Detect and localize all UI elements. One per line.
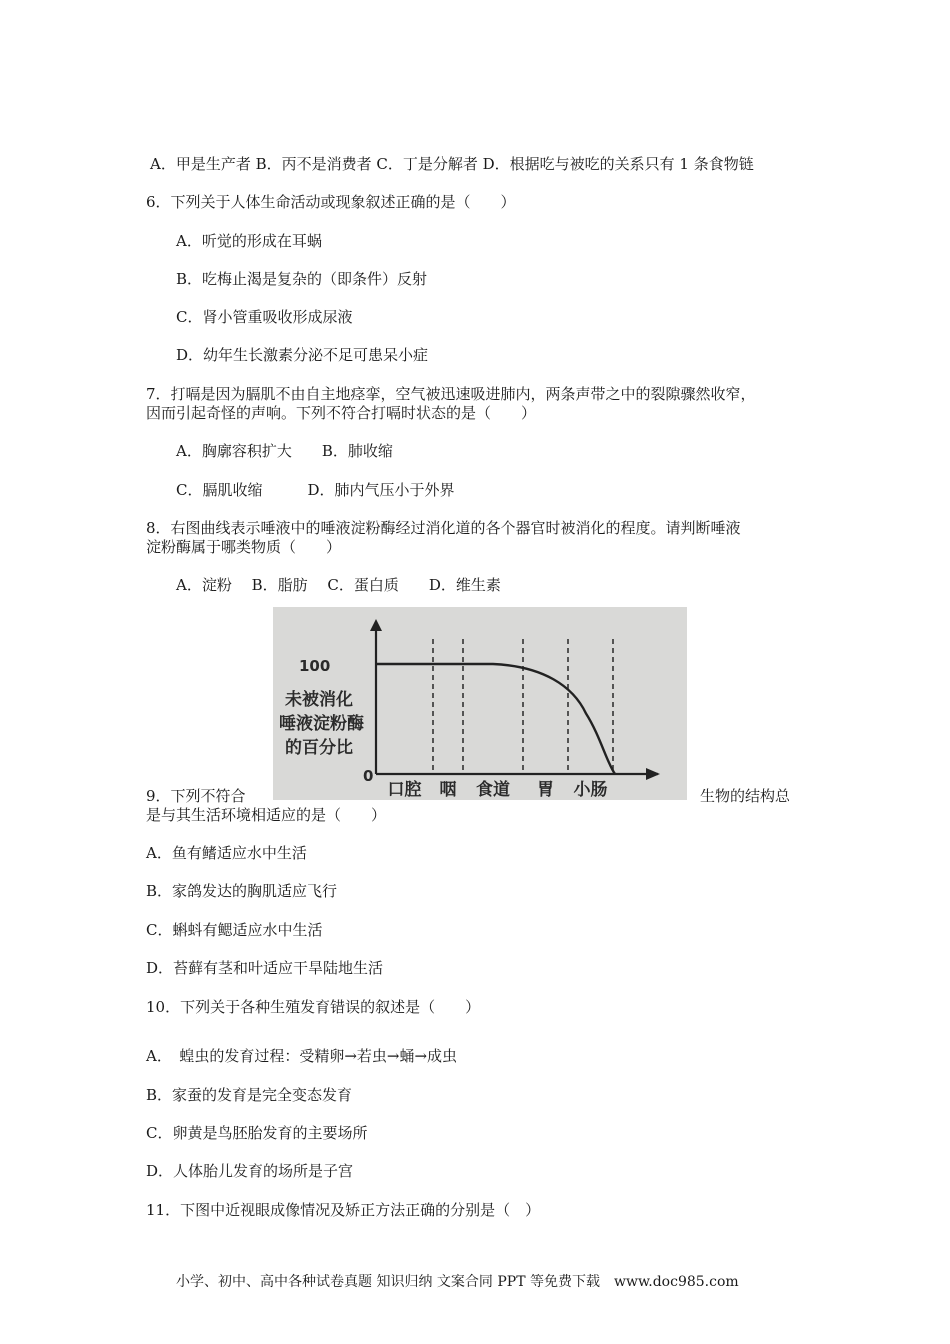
y-label-line2: 唾液淀粉酶 [279,714,364,734]
question-6-stem: 6．下列关于人体生命活动或现象叙述正确的是（ ） [146,193,516,211]
chart-axes [370,619,660,780]
question-9-option-a: A．鱼有鳍适应水中生活 [146,844,307,862]
y-axis-arrow [370,619,382,631]
question-5-options: A．甲是生产者 B．丙不是消费者 C．丁是分解者 D．根据吃与被吃的关系只有 1 条食物链 [150,155,754,173]
digestion-chart-svg [273,607,687,800]
digestion-chart [273,607,687,800]
chart-series [376,664,615,774]
question-8-options: A．淀粉 B．脂肪 C．蛋白质 D．维生素 [176,576,501,594]
question-11-stem: 11．下图中近视眼成像情况及矫正方法正确的分别是（ ） [146,1201,541,1219]
question-9-stem-start: 9．下列不符合 [146,787,246,805]
x-tick-2: 咽 [439,780,457,800]
x-tick-5: 小肠 [573,780,608,800]
x-axis-arrow [646,768,660,780]
question-10-option-a: A． 蝗虫的发育过程：受精卵→若虫→蛹→成虫 [146,1047,458,1065]
y-label-line1: 未被消化 [285,690,353,710]
question-7-options-row2: C．膈肌收缩 D．肺内气压小于外界 [176,481,455,499]
chart-xlabels [388,779,608,800]
question-9-option-d: D．苔藓有茎和叶适应干旱陆地生活 [146,959,384,977]
y-tick-100: 100 [299,657,331,675]
question-10-option-c: C．卵黄是鸟胚胎发育的主要场所 [146,1124,368,1142]
footer-text: 小学、初中、高中各种试卷真题 知识归纳 文案合同 PPT 等免费下载 www.doc985.com [176,1274,739,1290]
series-curve [376,664,615,774]
question-6-option-a: A．听觉的形成在耳蜗 [176,232,322,250]
question-8-stem-line1: 8．右图曲线表示唾液中的唾液淀粉酶经过消化道的各个器官时被消化的程度。请判断唾液 [146,519,741,537]
question-7-options-row1: A．胸廓容积扩大 B．肺收缩 [176,442,393,460]
question-9-stem-line2: 是与其生活环境相适应的是（ ） [146,806,387,824]
question-9-option-b: B．家鸽发达的胸肌适应飞行 [146,882,338,900]
question-10-stem: 10．下列关于各种生殖发育错误的叙述是（ ） [146,998,481,1016]
x-tick-1: 口腔 [387,780,422,800]
question-6-option-c: C．肾小管重吸收形成尿液 [176,308,353,326]
question-8-stem-line2: 淀粉酶属于哪类物质（ ） [146,538,342,556]
question-10-option-b: B．家蚕的发育是完全变态发育 [146,1086,353,1104]
question-7-stem-line2: 因而引起奇怪的声响。下列不符合打嗝时状态的是（ ） [146,404,537,422]
question-6-option-d: D．幼年生长激素分泌不足可患呆小症 [176,346,429,364]
y-tick-0: 0 [363,767,374,785]
question-6-option-b: B．吃梅止渴是复杂的（即条件）反射 [176,270,428,288]
y-label-line3: 的百分比 [285,738,353,758]
question-10-option-d: D．人体胎儿发育的场所是子宫 [146,1162,354,1180]
x-tick-3: 食道 [476,780,510,800]
x-tick-4: 胃 [537,780,554,800]
chart-guides [433,639,613,774]
question-7-stem-line1: 7．打嗝是因为膈肌不由自主地痉挛，空气被迅速吸进肺内，两条声带之中的裂隙骤然收窄， [146,385,756,403]
question-9-stem-end: 生物的结构总 [700,787,791,805]
question-9-option-c: C．蝌蚪有鳃适应水中生活 [146,921,323,939]
